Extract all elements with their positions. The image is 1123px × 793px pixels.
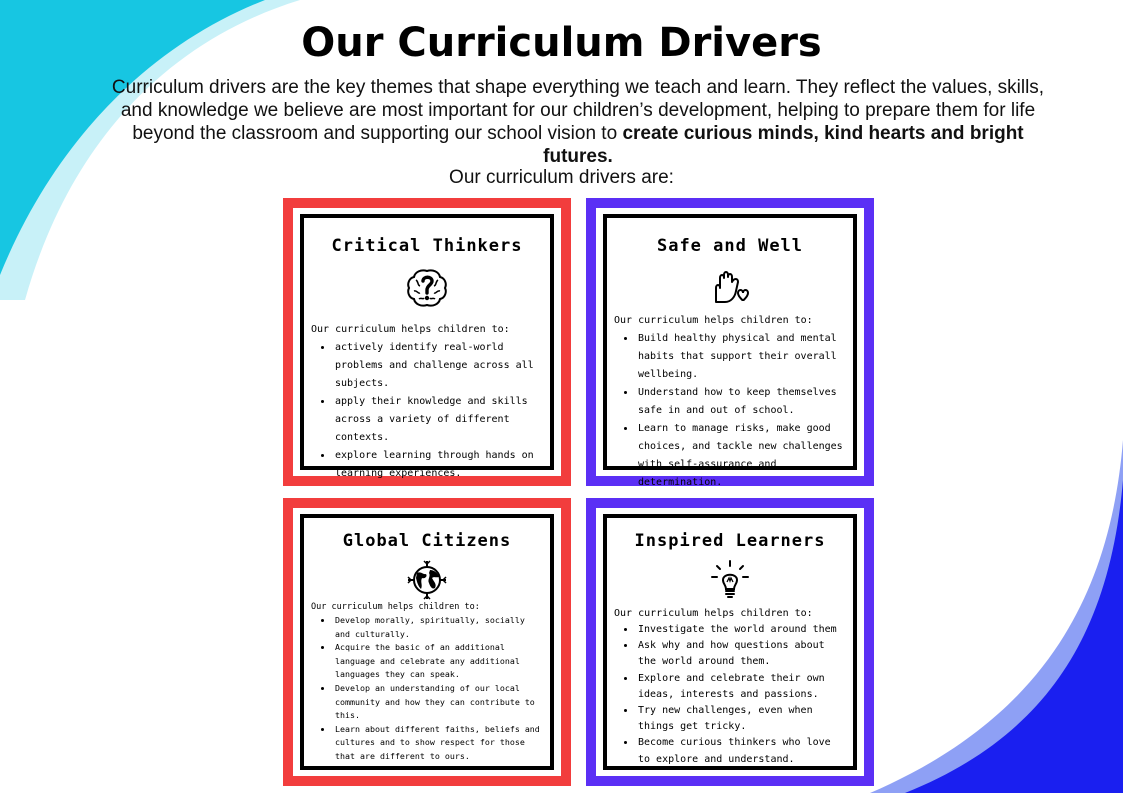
drivers-subheading: Our curriculum drivers are:	[449, 167, 674, 188]
list-item: • Explore and celebrate their own ideas, interests and passions.	[636, 671, 847, 703]
card-list	[311, 339, 544, 483]
school-vision: create curious minds, kind hearts and bright futures.	[543, 123, 1024, 167]
list-item: • Learn to manage risks, make good choices, and tackle new challenges with self-assurance and determination.	[636, 420, 847, 492]
card-lead: Our curriculum helps children to:	[311, 602, 480, 612]
list-item: • actively identify real-world problems and challenge across all subjects.	[333, 339, 544, 393]
list-item: • Build healthy physical and mental habits that support their overall wellbeing.	[636, 330, 847, 384]
card-frame	[603, 514, 857, 770]
card-list	[614, 622, 847, 768]
list-item: • Investigate the world around them	[636, 622, 847, 638]
intro-paragraph	[100, 76, 1056, 168]
card-frame	[300, 514, 554, 770]
list-item: • Develop morally, spiritually, socially and culturally.	[333, 614, 544, 641]
list-item: • apply their knowledge and skills across a variety of different contexts.	[333, 393, 544, 447]
brain-question-icon	[405, 266, 449, 310]
list-item: • Learn about different faiths, beliefs and cultures and to show respect for those that are different to ours.	[333, 723, 544, 764]
card-frame	[603, 214, 857, 488]
hand-heart-icon	[708, 266, 752, 310]
intro-text: Curriculum drivers are the key themes that shape everything we teach and learn. They reflect the values, skills, and knowledge we believe are most important for our children’s development, helping to prepare them for life beyond the classroom and supporting our school vision to	[111, 77, 1045, 144]
card-lead: Our curriculum helps children to:	[311, 324, 510, 335]
card-title: Global Citizens	[342, 531, 512, 551]
lightbulb-icon	[708, 558, 752, 602]
card-list	[311, 614, 544, 764]
list-item: • Understand how to keep themselves safe in and out of school.	[636, 384, 847, 420]
card-lead: Our curriculum helps children to:	[614, 608, 813, 619]
card-lead: Our curriculum helps children to:	[614, 315, 813, 326]
list-item: • explore learning through hands on learning experiences.	[333, 447, 544, 483]
card-global-citizens	[283, 498, 571, 786]
card-safe-and-well	[586, 198, 874, 486]
card-critical-thinkers	[283, 198, 571, 486]
list-item: • Ask why and how questions about the world around them.	[636, 638, 847, 670]
list-item: • Become curious thinkers who love to explore and understand.	[636, 735, 847, 767]
list-item: • Develop an understanding of our local community and how they can contribute to this.	[333, 682, 544, 723]
card-title: Critical Thinkers	[331, 236, 523, 256]
card-title: Safe and Well	[656, 236, 804, 256]
page-title: Our Curriculum Drivers	[301, 20, 822, 66]
list-item: • Acquire the basic of an additional language and celebrate any additional languages they can speak.	[333, 641, 544, 682]
card-frame	[300, 214, 554, 479]
card-list	[614, 330, 847, 492]
globe-icon	[405, 558, 449, 602]
card-inspired-learners	[586, 498, 874, 786]
list-item: • Try new challenges, even when things get tricky.	[636, 703, 847, 735]
card-title: Inspired Learners	[634, 531, 826, 551]
